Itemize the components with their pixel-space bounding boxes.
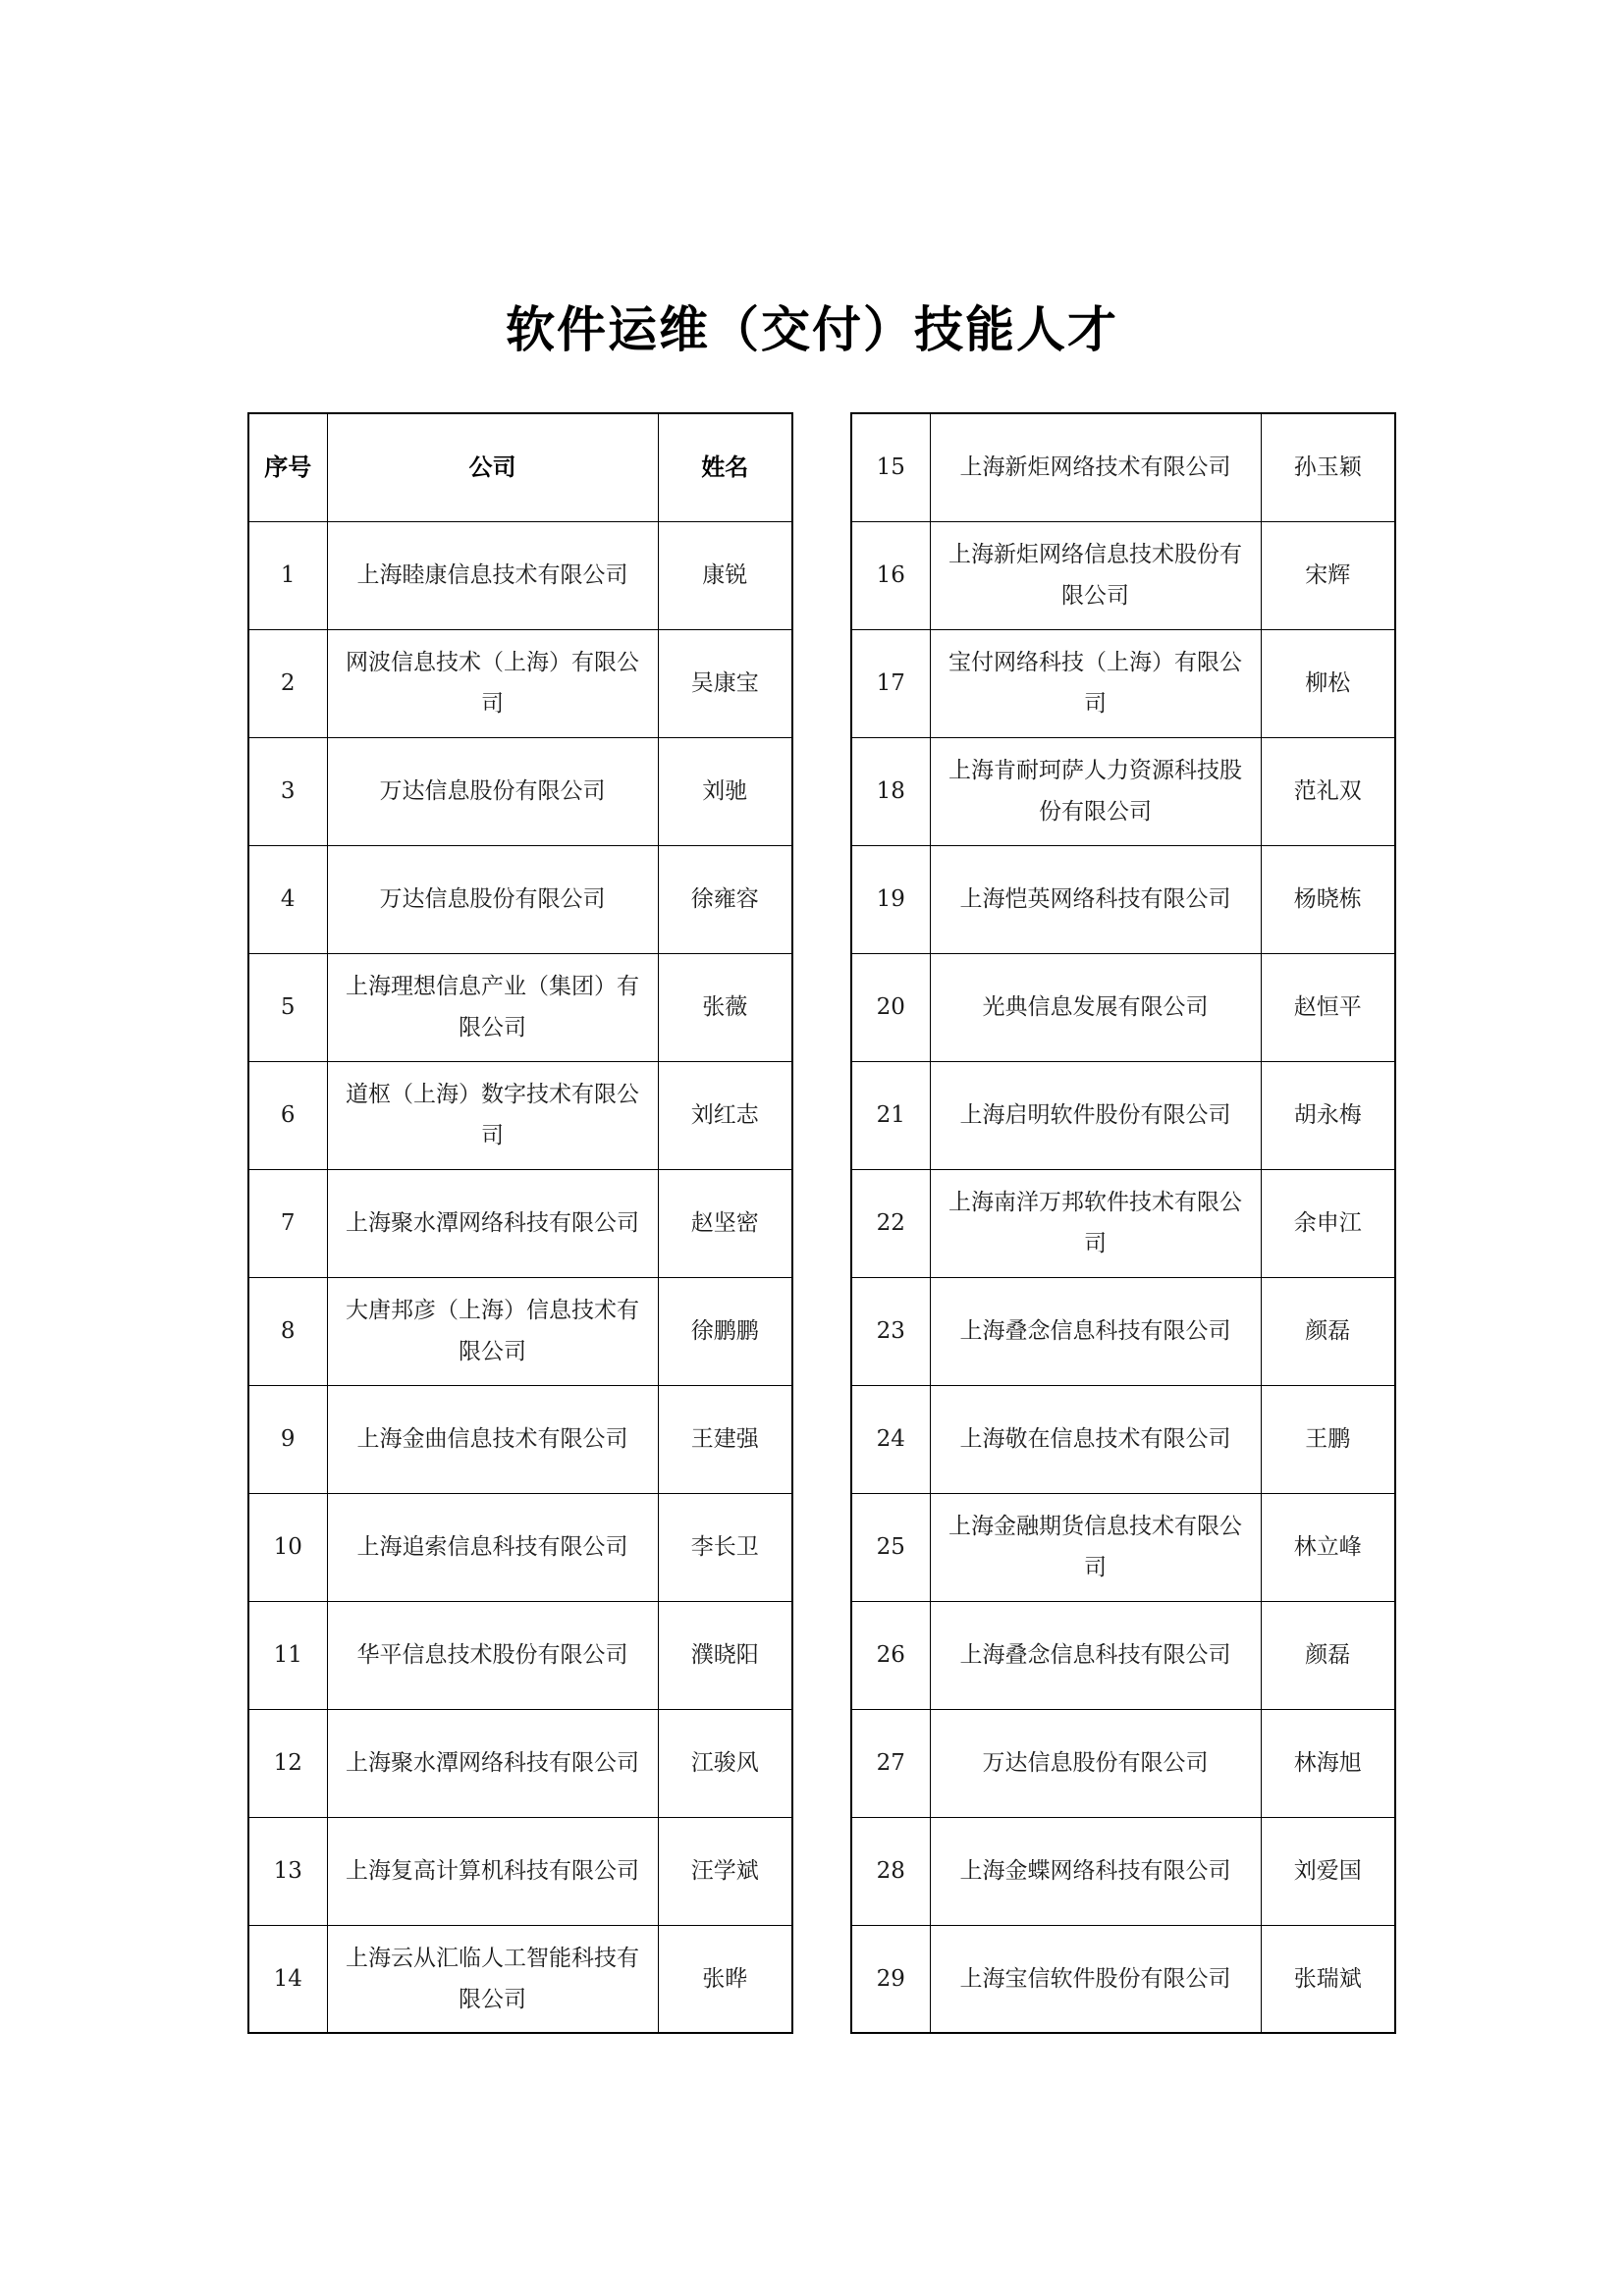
roster-table-right xyxy=(850,412,1396,2034)
company-cell: 上海肯耐珂萨人力资源科技股份有限公司 xyxy=(930,737,1261,845)
table-row xyxy=(248,1493,792,1601)
table-row xyxy=(851,1925,1395,2033)
table-row xyxy=(851,1709,1395,1817)
company-cell: 上海恺英网络科技有限公司 xyxy=(930,845,1261,953)
table-row xyxy=(851,521,1395,629)
table-row xyxy=(851,737,1395,845)
row-number: 19 xyxy=(851,845,930,953)
table-row xyxy=(851,413,1395,521)
person-name-cell: 刘驰 xyxy=(658,737,792,845)
header-company: 公司 xyxy=(327,413,658,521)
person-name-cell: 柳松 xyxy=(1261,629,1395,737)
row-number: 1 xyxy=(248,521,327,629)
row-number: 3 xyxy=(248,737,327,845)
company-cell: 上海叠念信息科技有限公司 xyxy=(930,1277,1261,1385)
person-name-cell: 范礼双 xyxy=(1261,737,1395,845)
person-name-cell: 宋辉 xyxy=(1261,521,1395,629)
row-number: 27 xyxy=(851,1709,930,1817)
row-number: 9 xyxy=(248,1385,327,1493)
company-cell: 大唐邦彦（上海）信息技术有限公司 xyxy=(327,1277,658,1385)
table-row xyxy=(248,953,792,1061)
company-cell: 上海敬在信息技术有限公司 xyxy=(930,1385,1261,1493)
company-cell: 上海新炬网络信息技术股份有限公司 xyxy=(930,521,1261,629)
person-name-cell: 刘爱国 xyxy=(1261,1817,1395,1925)
header-name: 姓名 xyxy=(658,413,792,521)
company-cell: 上海追索信息科技有限公司 xyxy=(327,1493,658,1601)
table-row xyxy=(851,845,1395,953)
company-cell: 万达信息股份有限公司 xyxy=(930,1709,1261,1817)
person-name-cell: 濮晓阳 xyxy=(658,1601,792,1709)
table-row xyxy=(851,953,1395,1061)
company-cell: 上海新炬网络技术有限公司 xyxy=(930,413,1261,521)
row-number: 24 xyxy=(851,1385,930,1493)
person-name-cell: 张瑞斌 xyxy=(1261,1925,1395,2033)
person-name-cell: 徐鹏鹏 xyxy=(658,1277,792,1385)
company-cell: 万达信息股份有限公司 xyxy=(327,737,658,845)
row-number: 6 xyxy=(248,1061,327,1169)
row-number: 14 xyxy=(248,1925,327,2033)
company-cell: 宝付网络科技（上海）有限公司 xyxy=(930,629,1261,737)
company-cell: 上海金融期货信息技术有限公司 xyxy=(930,1493,1261,1601)
row-number: 21 xyxy=(851,1061,930,1169)
row-number: 17 xyxy=(851,629,930,737)
table-row xyxy=(248,629,792,737)
person-name-cell: 颜磊 xyxy=(1261,1277,1395,1385)
person-name-cell: 张晔 xyxy=(658,1925,792,2033)
table-row xyxy=(248,1925,792,2033)
row-number: 15 xyxy=(851,413,930,521)
company-cell: 上海聚水潭网络科技有限公司 xyxy=(327,1169,658,1277)
row-number: 26 xyxy=(851,1601,930,1709)
table-row xyxy=(851,1817,1395,1925)
table-row xyxy=(248,1169,792,1277)
person-name-cell: 孙玉颖 xyxy=(1261,413,1395,521)
company-cell: 上海理想信息产业（集团）有限公司 xyxy=(327,953,658,1061)
table-row xyxy=(851,1169,1395,1277)
table-row xyxy=(248,1385,792,1493)
company-cell: 网波信息技术（上海）有限公司 xyxy=(327,629,658,737)
roster-table-left xyxy=(247,412,793,2034)
company-cell: 上海睦康信息技术有限公司 xyxy=(327,521,658,629)
row-number: 10 xyxy=(248,1493,327,1601)
person-name-cell: 颜磊 xyxy=(1261,1601,1395,1709)
row-number: 22 xyxy=(851,1169,930,1277)
row-number: 29 xyxy=(851,1925,930,2033)
row-number: 5 xyxy=(248,953,327,1061)
company-cell: 上海聚水潭网络科技有限公司 xyxy=(327,1709,658,1817)
page-title: 软件运维（交付）技能人才 xyxy=(506,301,1118,358)
person-name-cell: 余申江 xyxy=(1261,1169,1395,1277)
person-name-cell: 江骏风 xyxy=(658,1709,792,1817)
row-number: 7 xyxy=(248,1169,327,1277)
person-name-cell: 吴康宝 xyxy=(658,629,792,737)
table-row xyxy=(248,1061,792,1169)
person-name-cell: 徐雍容 xyxy=(658,845,792,953)
table-row xyxy=(248,1709,792,1817)
company-cell: 上海南洋万邦软件技术有限公司 xyxy=(930,1169,1261,1277)
row-number: 18 xyxy=(851,737,930,845)
table-row xyxy=(248,737,792,845)
person-name-cell: 林立峰 xyxy=(1261,1493,1395,1601)
company-cell: 上海金曲信息技术有限公司 xyxy=(327,1385,658,1493)
company-cell: 道枢（上海）数字技术有限公司 xyxy=(327,1061,658,1169)
row-number: 12 xyxy=(248,1709,327,1817)
row-number: 25 xyxy=(851,1493,930,1601)
person-name-cell: 张薇 xyxy=(658,953,792,1061)
person-name-cell: 胡永梅 xyxy=(1261,1061,1395,1169)
table-row xyxy=(248,1601,792,1709)
company-cell: 华平信息技术股份有限公司 xyxy=(327,1601,658,1709)
company-cell: 上海启明软件股份有限公司 xyxy=(930,1061,1261,1169)
row-number: 8 xyxy=(248,1277,327,1385)
company-cell: 上海复高计算机科技有限公司 xyxy=(327,1817,658,1925)
person-name-cell: 杨晓栋 xyxy=(1261,845,1395,953)
company-cell: 上海金蝶网络科技有限公司 xyxy=(930,1817,1261,1925)
company-cell: 上海叠念信息科技有限公司 xyxy=(930,1601,1261,1709)
person-name-cell: 康锐 xyxy=(658,521,792,629)
row-number: 16 xyxy=(851,521,930,629)
row-number: 20 xyxy=(851,953,930,1061)
person-name-cell: 王鹏 xyxy=(1261,1385,1395,1493)
table-header-row xyxy=(248,413,792,521)
table-row xyxy=(851,1385,1395,1493)
person-name-cell: 林海旭 xyxy=(1261,1709,1395,1817)
person-name-cell: 刘红志 xyxy=(658,1061,792,1169)
table-row xyxy=(851,1061,1395,1169)
table-row xyxy=(248,1817,792,1925)
table-row xyxy=(248,1277,792,1385)
table-row xyxy=(248,521,792,629)
row-number: 13 xyxy=(248,1817,327,1925)
table-row xyxy=(851,629,1395,737)
table-row xyxy=(851,1493,1395,1601)
row-number: 23 xyxy=(851,1277,930,1385)
row-number: 28 xyxy=(851,1817,930,1925)
row-number: 11 xyxy=(248,1601,327,1709)
header-no: 序号 xyxy=(248,413,327,521)
person-name-cell: 赵坚密 xyxy=(658,1169,792,1277)
company-cell: 光典信息发展有限公司 xyxy=(930,953,1261,1061)
company-cell: 上海云从汇临人工智能科技有限公司 xyxy=(327,1925,658,2033)
company-cell: 万达信息股份有限公司 xyxy=(327,845,658,953)
person-name-cell: 赵恒平 xyxy=(1261,953,1395,1061)
row-number: 4 xyxy=(248,845,327,953)
table-row xyxy=(851,1601,1395,1709)
person-name-cell: 李长卫 xyxy=(658,1493,792,1601)
row-number: 2 xyxy=(248,629,327,737)
person-name-cell: 汪学斌 xyxy=(658,1817,792,1925)
table-row xyxy=(248,845,792,953)
company-cell: 上海宝信软件股份有限公司 xyxy=(930,1925,1261,2033)
person-name-cell: 王建强 xyxy=(658,1385,792,1493)
table-row xyxy=(851,1277,1395,1385)
